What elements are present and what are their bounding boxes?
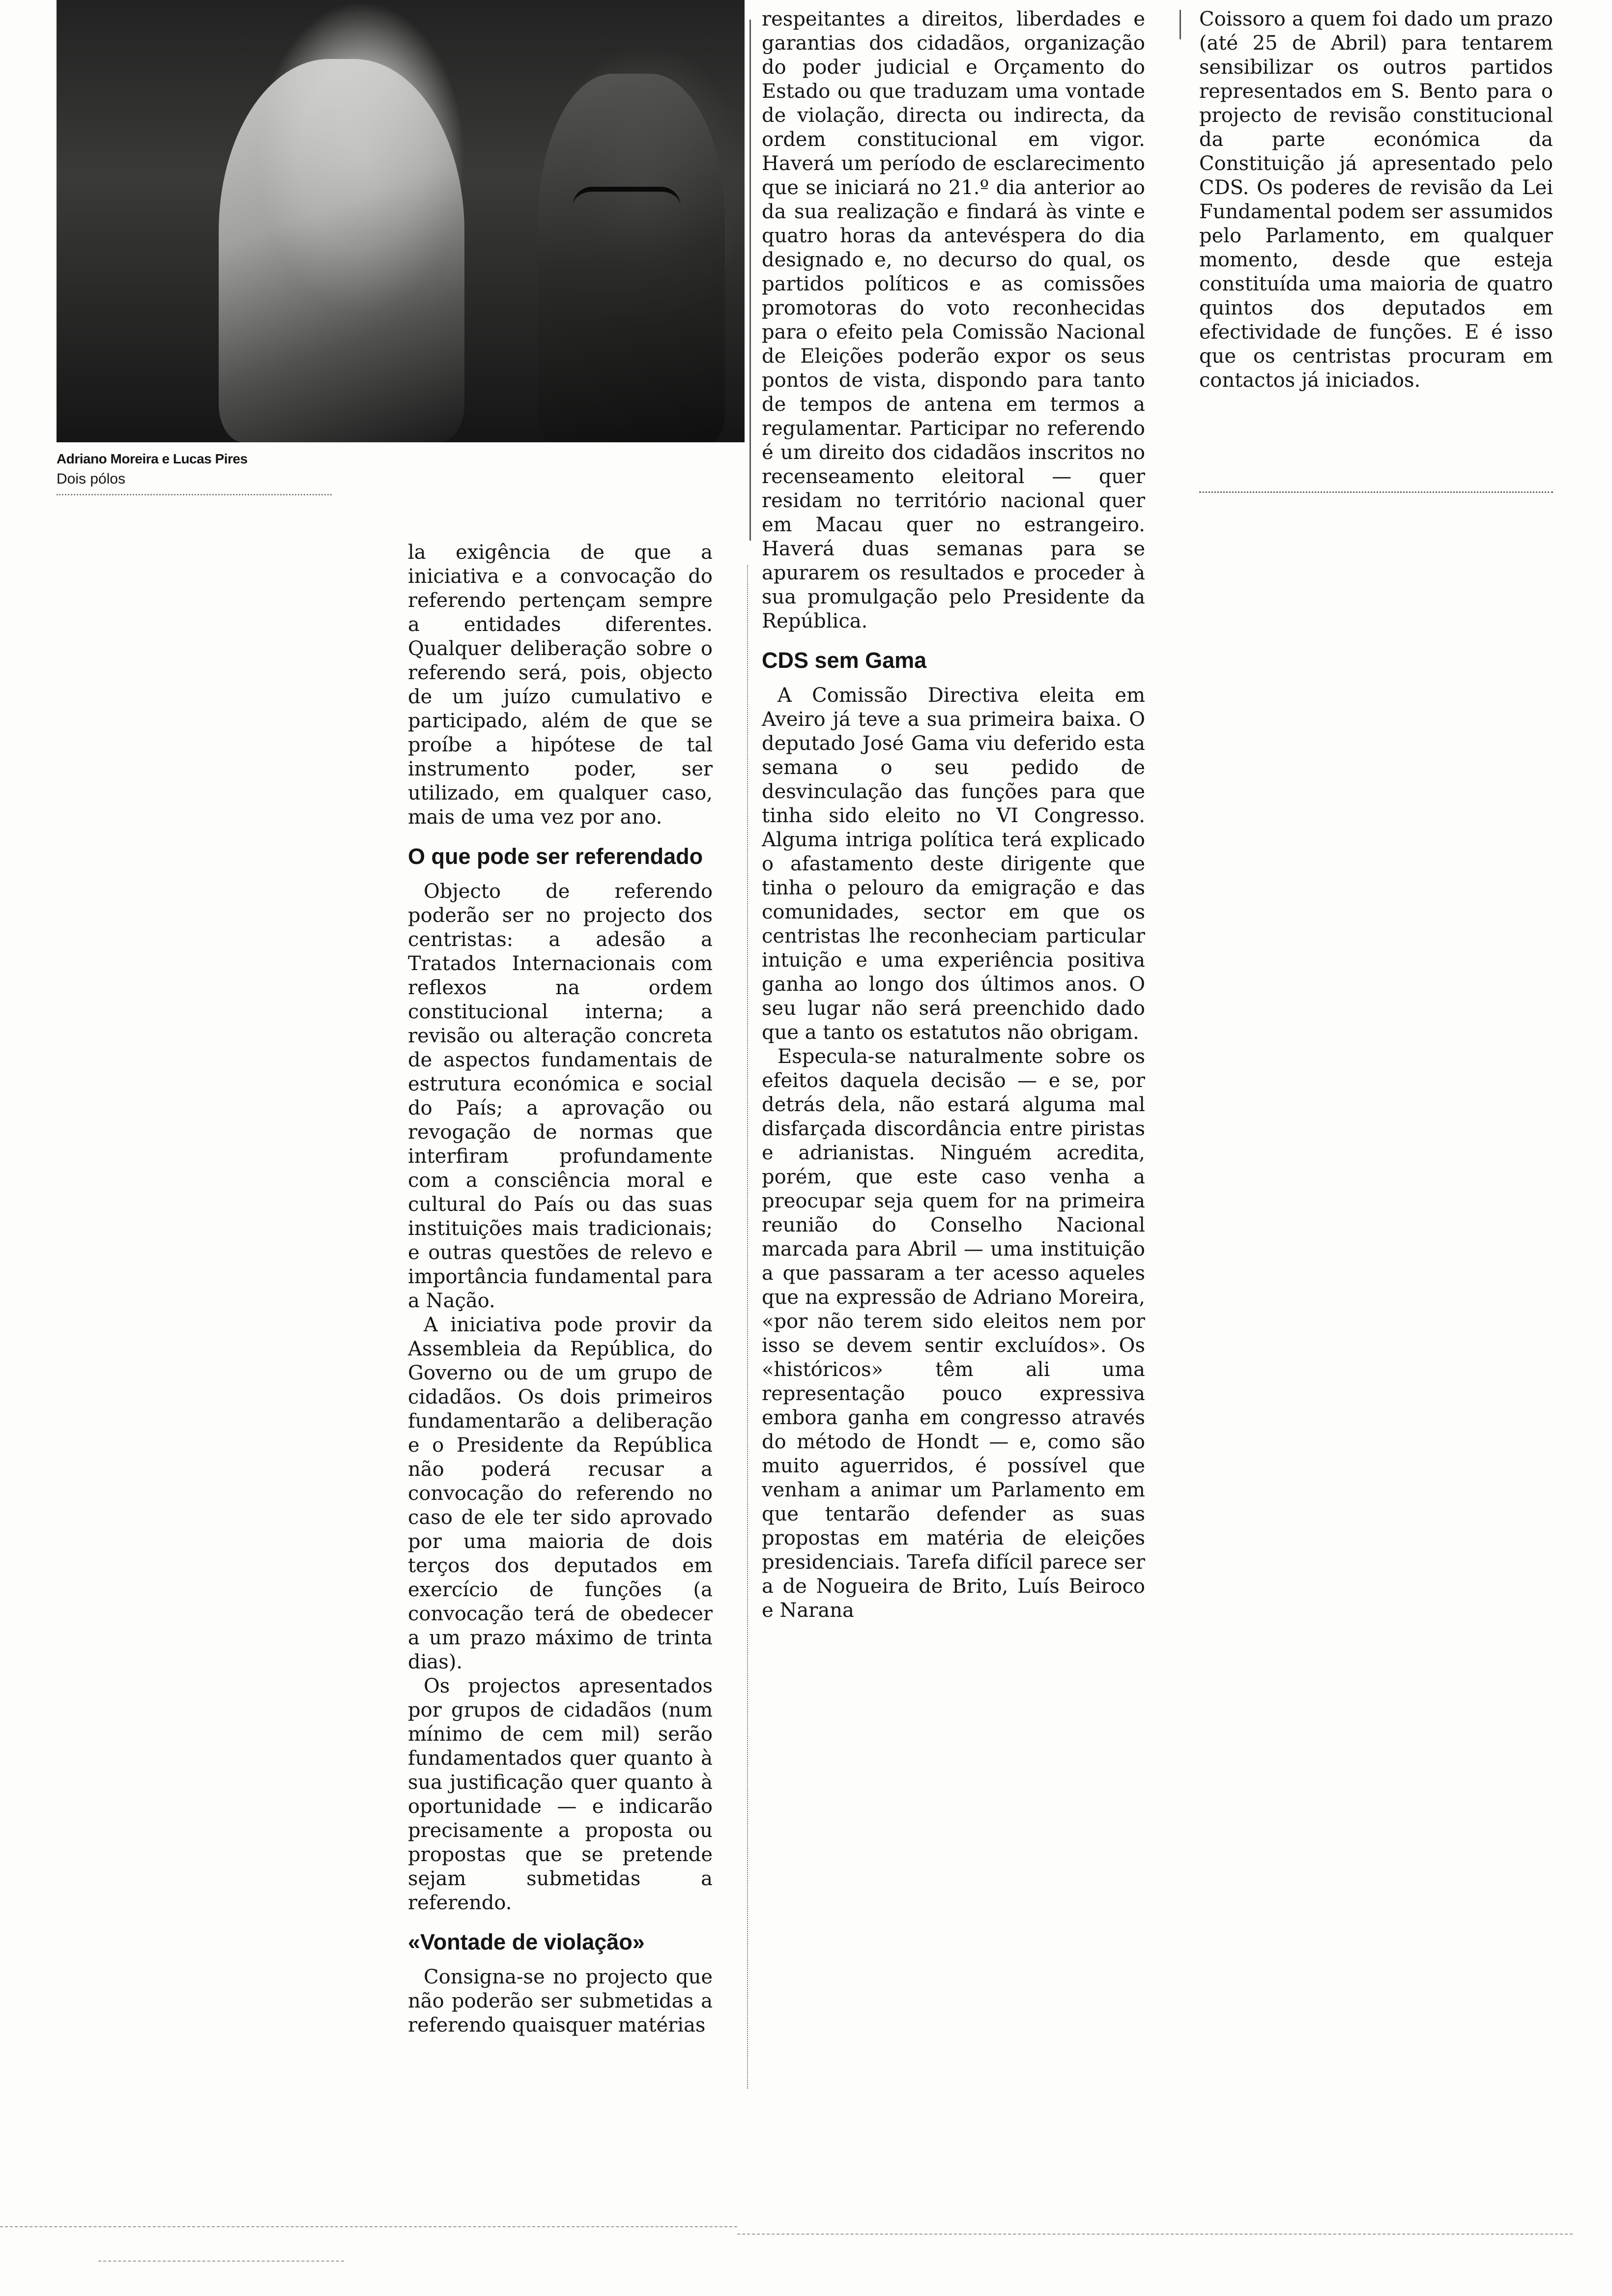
scan-noise: [737, 2234, 1573, 2235]
paragraph: Especula-se naturalmente sobre os efeitos daquela decisão — e se, por detrás dela, não estará alguma mal disfarçada discordância entre piristas e adrianistas. Ninguém acredita, porém, que este caso venha a preocupar seja quem for na primeira reunião do Conselho Nacional marcada para Abril — uma instituição a que passaram a ter acesso aqueles que na expressão de Adriano Moreira, «por não terem sido eleitos nem por isso se devem sentir excluídos». Os «históricos» têm ali uma representação pouco expressiva embora ganha em congresso através do método de Hondt — e, como são muito aguerridos, é possível que venham a animar um Parlamento em que tentarão defender as suas propostas em matéria de eleições presidenciais. Tarefa difícil parece ser a de Nogueira de Brito, Luís Beiroco e Narana: [762, 1045, 1145, 1622]
subheading: O que pode ser referendado: [408, 844, 703, 869]
paragraph: A Comissão Directiva eleita em Aveiro já teve a sua primeira baixa. O deputado José Gama viu deferido esta semana o seu pedido de desvinculação das funções para que tinha sido eleito no VI Congresso. Alguma intriga política terá explicado o afastamento deste dirigente que tinha o pelouro da emigração e das comunidades, sector em que os centristas lhe reconheciam particular intuição e uma experiência positiva ganha ao longo dos últimos anos. O seu lugar não será preenchido dado que a tanto os estatutos não obrigam.: [762, 684, 1145, 1044]
photo-glasses: [573, 187, 681, 226]
photo-caption-names: Adriano Moreira e Lucas Pires: [57, 451, 248, 466]
article-column-4: [1199, 7, 1553, 393]
column-rule: [749, 20, 751, 541]
column-rule: [747, 565, 748, 2089]
photo-caption-title: Dois pólos: [57, 471, 126, 487]
column-rule: [1180, 10, 1181, 39]
paragraph: Os projectos apresentados por grupos de cidadãos (num mínimo de cem mil) serão fundamentados quer quanto à sua justificação quer quanto à oportunidade — e indicarão precisamente a proposta ou propostas que se pretende sejam submetidas a referendo.: [408, 1675, 713, 1914]
paragraph: Objecto de referendo poderão ser no projecto dos centristas: a adesão a Tratados Internacionais com reflexos na ordem constitucional interna; a revisão ou alteração concreta de aspectos fundamentais de estrutura económica e social do País; a aprovação ou revogação de normas que interfiram profundamente com a consciência moral e cultural do País ou das suas instituições mais tradicionais; e outras questões de relevo e importância fundamental para a Nação.: [408, 880, 713, 1312]
scan-noise: [0, 2226, 737, 2227]
photo-figure-left: [219, 59, 464, 442]
subheading: «Vontade de violação»: [408, 1929, 645, 1954]
photo-figure-right: [538, 74, 725, 442]
subheading: CDS sem Gama: [762, 648, 927, 673]
caption-divider: [57, 494, 332, 495]
column-end-rule: [1199, 491, 1553, 493]
paragraph: la exigência de que a iniciativa e a convocação do referendo pertençam sempre a entidades diferentes. Qualquer deliberação sobre o referendo será, pois, objecto de um juízo cumulativo e participado, além de que se proíbe a hipótese de tal instrumento poder, ser utilizado, em qualquer caso, mais de uma vez por ano.: [408, 541, 713, 829]
scan-noise: [98, 2261, 344, 2262]
article-column-2: [408, 541, 713, 2038]
news-photo: [57, 0, 745, 442]
article-column-3: [762, 7, 1145, 1623]
paragraph: respeitantes a direitos, liberdades e garantias dos cidadãos, organização do poder judicial e Orçamento do Estado ou que traduzam uma vontade de violação, directa ou indirecta, da ordem constitucional em vigor. Haverá um período de esclarecimento que se iniciará no 21.º dia anterior ao da sua realização e findará às vinte e quatro horas da antevéspera do dia designado e, no decurso do qual, os partidos políticos e as comissões promotoras do voto reconhecidas para o efeito pela Comissão Nacional de Eleições poderão expor os seus pontos de vista, dispondo para tanto de tempos de antena em termos a regulamentar. Participar no referendo é um direito dos cidadãos inscritos no recenseamento eleitoral — quer residam no território nacional quer em Macau quer no estrangeiro. Haverá duas semanas para se apurarem os resultados e proceder à sua promulgação pelo Presidente da República.: [762, 8, 1145, 632]
paragraph: A iniciativa pode provir da Assembleia da República, do Governo ou de um grupo de cidadãos. Os dois primeiros fundamentarão a deliberação e o Presidente da República não poderá recusar a convocação do referendo no caso de ele ter sido aprovado por uma maioria de dois terços dos deputados em exercício de funções (a convocação terá de obedecer a um prazo máximo de trinta dias).: [408, 1314, 713, 1673]
paragraph: Consigna-se no projecto que não poderão ser submetidas a referendo quaisquer matérias: [408, 1966, 713, 2037]
paragraph: Coissoro a quem foi dado um prazo (até 25 de Abril) para tentarem sensibilizar os outros partidos representados em S. Bento para o projecto de revisão constitucional da parte económica da Constituição já apresentado pelo CDS. Os poderes de revisão da Lei Fundamental podem ser assumidos pelo Parlamento, em qualquer momento, desde que esteja constituída uma maioria de quatro quintos dos deputados em efectividade de funções. E é isso que os centristas procuram em contactos já iniciados.: [1199, 8, 1553, 392]
